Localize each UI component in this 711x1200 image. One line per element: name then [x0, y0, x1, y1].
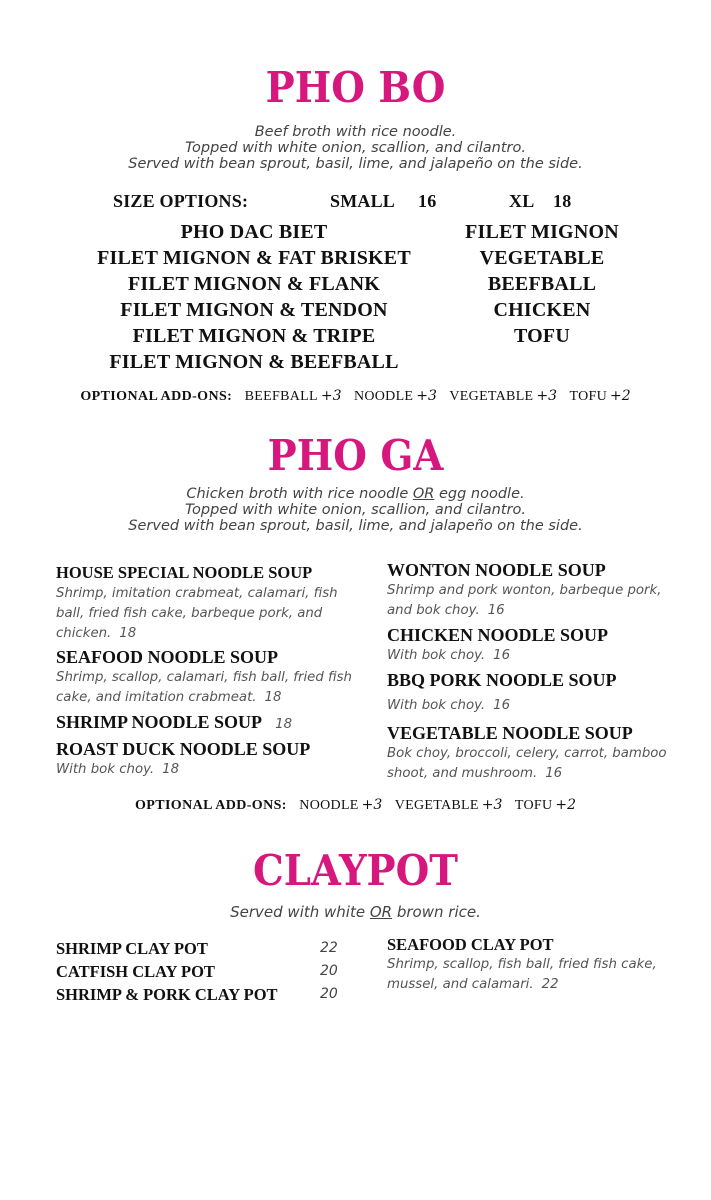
clay-item-name: SHRIMP & PORK CLAY POT	[56, 985, 278, 1004]
addon-price: +3	[361, 797, 383, 813]
pho-bo-desc-line: Beef broth with rice noodle.	[254, 124, 457, 140]
dish-name: ROAST DUCK NOODLE SOUP	[56, 739, 311, 759]
dish-name: VEGETABLE NOODLE SOUP	[387, 723, 633, 743]
addon-price: +3	[320, 388, 342, 404]
addon-name: TOFU	[569, 389, 608, 404]
pho-bo-description	[0, 124, 711, 172]
pho-bo-item: FILET MIGNON & FLANK	[128, 273, 380, 295]
dish-name: SHRIMP NOODLE SOUP	[56, 712, 263, 732]
size-options-label: SIZE OPTIONS:	[113, 191, 249, 211]
addon-price: +3	[536, 388, 558, 404]
addon-price: +3	[481, 797, 503, 813]
dish-desc: Shrimp, scallop, fish ball, fried fish cake, mussel, and calamari. 22	[387, 957, 657, 992]
seafood-noodle-item	[56, 646, 356, 708]
pho-bo-item: FILET MIGNON & FAT BRISKET	[97, 247, 411, 269]
dish-desc: With bok choy. 16	[387, 648, 511, 663]
size-xl-label: XL	[509, 191, 535, 211]
dish-desc: With bok choy. 18	[56, 762, 180, 777]
dish-desc: With bok choy. 16	[387, 698, 511, 713]
pho-ga-description	[0, 486, 711, 534]
addons-label: OPTIONAL ADD-ONS:	[80, 389, 233, 404]
dish-name: HOUSE SPECIAL NOODLE SOUP	[56, 563, 313, 582]
clay-item-price: 20	[320, 963, 338, 979]
dish-desc: Shrimp and pork wonton, barbeque pork, and bok choy. 16	[387, 583, 662, 618]
dish-desc: Shrimp, imitation crabmeat, calamari, fish ball, fried fish cake, barbeque pork, and chicken. 18	[56, 586, 338, 641]
clay-item-price: 20	[320, 986, 338, 1002]
addon-name: NOODLE	[299, 798, 359, 813]
chicken-noodle-item	[387, 624, 608, 666]
dish-desc: Shrimp, scallop, calamari, fish ball, fried fish cake, and imitation crabmeat. 18	[56, 670, 352, 705]
pho-ga-title: PHO GA	[267, 431, 444, 480]
addons-label: OPTIONAL ADD-ONS:	[134, 798, 287, 813]
dish-name: WONTON NOODLE SOUP	[387, 560, 606, 580]
clay-item-price: 22	[320, 940, 338, 956]
vegetable-noodle-item	[387, 722, 677, 784]
pho-bo-item: BEEFBALL	[487, 273, 597, 295]
addon-name: TOFU	[514, 798, 553, 813]
dish-name: SEAFOOD NOODLE SOUP	[56, 647, 279, 667]
claypot-description: Served with white OR brown rice.	[230, 903, 481, 921]
dish-name: BBQ PORK NOODLE SOUP	[387, 670, 617, 690]
clay-item-name: CATFISH CLAY POT	[56, 962, 215, 981]
size-small-label: SMALL	[330, 191, 396, 211]
pho-bo-item: FILET MIGNON & TRIPE	[132, 325, 376, 347]
pho-bo-item: VEGETABLE	[479, 247, 605, 269]
clay-item-name: SHRIMP CLAY POT	[56, 939, 208, 958]
pho-bo-item: TOFU	[514, 325, 570, 347]
pho-bo-right-list	[452, 219, 632, 349]
seafood-clay-pot-item	[387, 935, 677, 995]
addon-name: VEGETABLE	[449, 389, 534, 404]
roast-duck-item	[56, 738, 310, 780]
pho-ga-desc-line: Topped with white onion, scallion, and cilantro.	[184, 502, 526, 518]
pho-bo-addons	[0, 388, 711, 405]
dish-name: CHICKEN NOODLE SOUP	[387, 625, 609, 645]
pho-bo-desc-line: Served with bean sprout, basil, lime, and jalapeño on the side.	[128, 156, 583, 172]
pho-bo-item: PHO DAC BIET	[180, 221, 328, 243]
dish-price: 18	[275, 717, 293, 732]
addon-price: +2	[610, 388, 631, 404]
addon-name: BEEFBALL	[244, 389, 318, 404]
claypot-title: CLAYPOT	[252, 846, 459, 895]
addon-price: +3	[416, 388, 437, 404]
pho-bo-left-list	[84, 219, 424, 375]
pho-ga-addons	[0, 797, 711, 814]
pho-bo-item: FILET MIGNON & TENDON	[120, 299, 388, 321]
size-small-price: 16	[418, 191, 437, 211]
size-xl-price: 18	[553, 191, 572, 211]
addon-price: +2	[555, 797, 577, 813]
pho-bo-desc-line: Topped with white onion, scallion, and cilantro.	[184, 140, 526, 156]
pho-ga-desc-line: Chicken broth with rice noodle OR egg noodle.	[186, 486, 525, 502]
pho-bo-item: FILET MIGNON & BEEFBALL	[109, 351, 399, 373]
addon-name: NOODLE	[353, 389, 414, 404]
pho-bo-title: PHO BO	[265, 63, 446, 112]
dish-name: SEAFOOD CLAY POT	[387, 935, 554, 954]
bbq-pork-item	[387, 669, 617, 716]
pho-bo-item: FILET MIGNON	[465, 221, 619, 243]
shrimp-noodle-item	[56, 711, 292, 735]
addon-name: VEGETABLE	[394, 798, 479, 813]
house-special-item	[56, 562, 356, 644]
wonton-item	[387, 559, 677, 621]
dish-desc: Bok choy, broccoli, celery, carrot, bamboo shoot, and mushroom. 16	[387, 746, 667, 781]
pho-ga-desc-line: Served with bean sprout, basil, lime, and jalapeño on the side.	[128, 518, 583, 534]
pho-bo-item: CHICKEN	[493, 299, 591, 321]
